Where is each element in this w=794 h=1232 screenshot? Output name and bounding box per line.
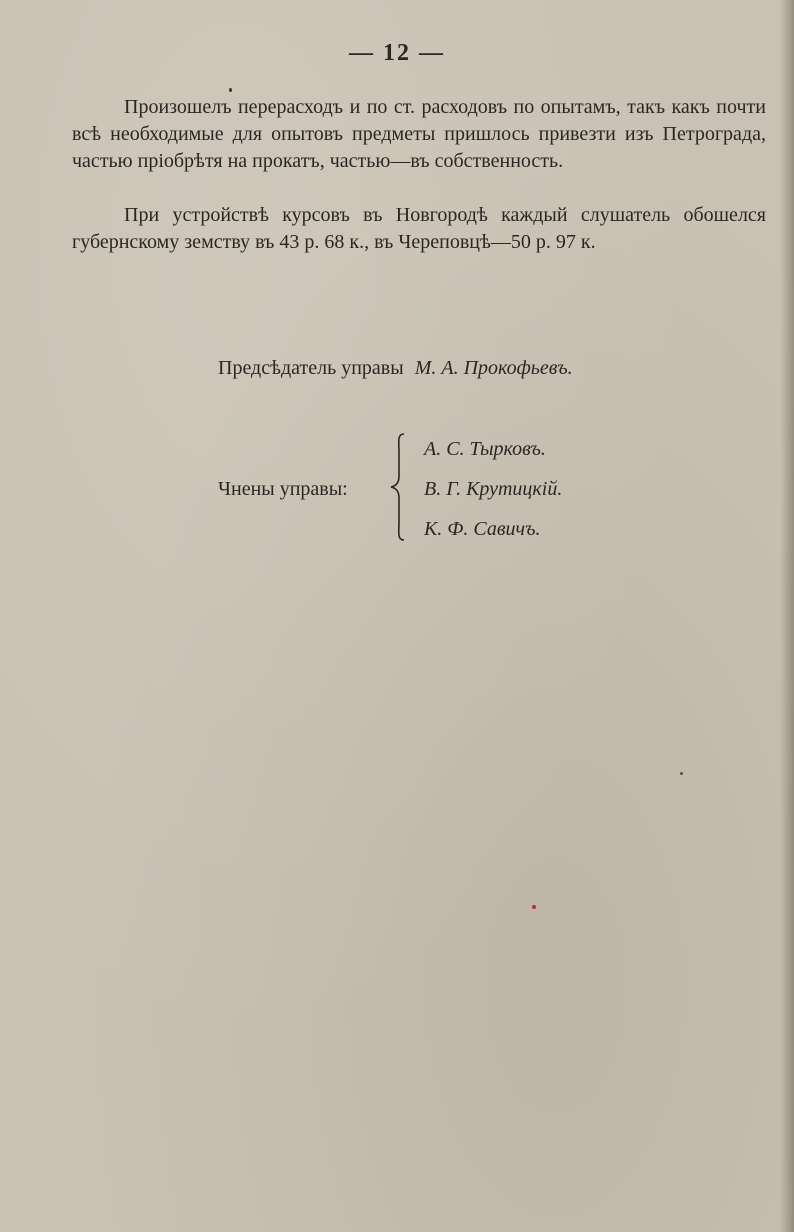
page-edge-shadow [780, 0, 794, 1232]
ink-speck [680, 772, 683, 775]
chairman-label: Предсѣдатель управы [218, 357, 404, 379]
curly-brace-icon [388, 432, 408, 542]
paragraph-overspend: Произошелъ перерасходъ и по ст. расходовъ по опытамъ, такъ какъ почти всѣ необходимые для опытовъ предметы пришлось привезти изъ Петрограда, частью пріобрѣтя на прокатъ, частью—въ собственность. [72, 96, 766, 172]
member-name: К. Ф. Савичъ. [424, 518, 541, 540]
members-label: Чнены управы: [218, 478, 348, 500]
chairman-name: М. А. Прокофьевъ. [414, 357, 573, 379]
paragraph-cost-per-student: При устройствѣ курсовъ въ Новгородѣ каждый слушатель обошелся губернскому земству въ 43 р. 68 к., въ Череповцѣ—50 р. 97 к. [72, 204, 766, 253]
ink-speck [532, 905, 536, 909]
member-name: В. Г. Крутицкій. [424, 478, 563, 500]
page-number: — 12 — [349, 40, 445, 66]
chairman-signature [218, 357, 573, 380]
ink-speck [229, 88, 232, 92]
member-name: А. С. Тырковъ. [424, 438, 546, 460]
